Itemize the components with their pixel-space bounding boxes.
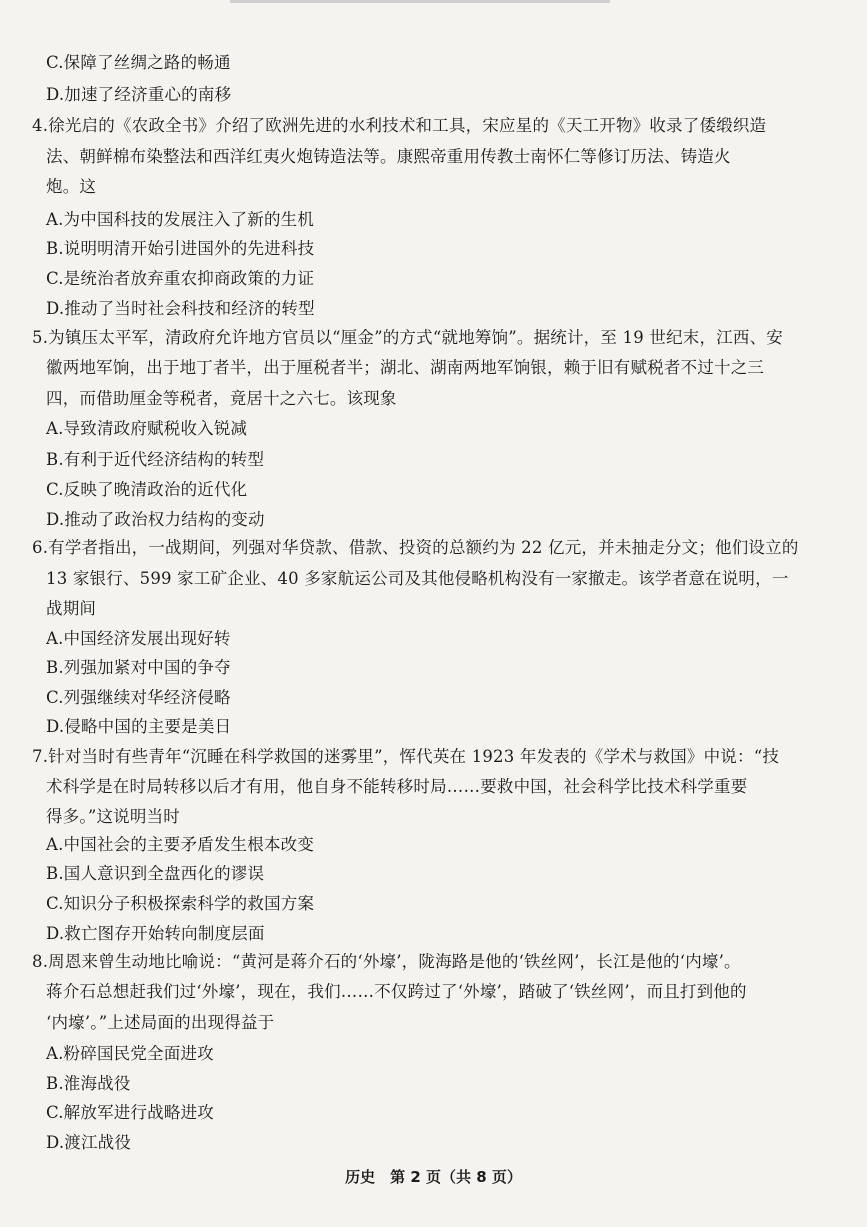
q5-option-b: B.有利于近代经济结构的转型 xyxy=(46,450,265,469)
q5-option-c: C.反映了晚清政治的近代化 xyxy=(46,480,248,499)
page-footer: 历史 第 2 页（共 8 页） xyxy=(345,1168,522,1186)
q4-option-a: A.为中国科技的发展注入了新的生机 xyxy=(46,210,315,229)
q6-stem-line-1: 6.有学者指出，一战期间，列强对华贷款、借款、投资的总额约为 22 亿元，并未抽走分文；他们设立的 xyxy=(32,538,799,557)
q8-option-c: C.解放军进行战略进攻 xyxy=(46,1103,214,1122)
q7-option-b: B.国人意识到全盘西化的谬误 xyxy=(46,864,265,883)
q6-option-b: B.列强加紧对中国的争夺 xyxy=(46,658,231,677)
q6-stem-line-3: 战期间 xyxy=(46,599,97,618)
q7-option-a: A.中国社会的主要矛盾发生根本改变 xyxy=(46,835,315,854)
q4-stem-line-1: 4.徐光启的《农政全书》介绍了欧洲先进的水利技术和工具，宋应星的《天工开物》收录了倭缎织造 xyxy=(32,116,767,135)
q4-stem-line-3: 炮。这 xyxy=(46,177,97,196)
q4-option-c: C.是统治者放弃重农抑商政策的力证 xyxy=(46,269,315,288)
q5-stem-line-2: 徽两地军饷，出于地丁者半，出于厘税者半；湖北、湖南两地军饷银，赖于旧有赋税者不过十之三 xyxy=(46,358,765,377)
q8-option-b: B.淮海战役 xyxy=(46,1074,131,1093)
q7-stem-line-3: 得多。”这说明当时 xyxy=(46,807,180,826)
q4-stem-line-2: 法、朝鲜棉布染整法和西洋红夷火炮铸造法等。康熙帝重用传教士南怀仁等修订历法、铸造火 xyxy=(46,147,731,166)
q8-stem-line-2: 蒋介石总想赶我们过‘外壕’，现在，我们……不仅跨过了‘外壕’，踏破了‘铁丝网’，而且打到他的 xyxy=(46,982,747,1001)
scan-edge xyxy=(230,0,610,3)
q5-option-a: A.导致清政府赋税收入锐减 xyxy=(46,419,248,438)
q5-stem-line-3: 四，而借助厘金等税者，竟居十之六七。该现象 xyxy=(46,389,397,408)
q8-option-a: A.粉碎国民党全面进攻 xyxy=(46,1044,214,1063)
q5-stem-line-1: 5.为镇压太平军，清政府允许地方官员以“厘金”的方式“就地筹饷”。据统计，至 19 世纪末，江西、安 xyxy=(32,328,783,347)
q6-stem-line-2: 13 家银行、599 家工矿企业、40 多家航运公司及其他侵略机构没有一家撤走。该学者意在说明，一 xyxy=(46,569,789,588)
q3-option-c: C.保障了丝绸之路的畅通 xyxy=(46,53,231,72)
q4-option-b: B.说明明清开始引进国外的先进科技 xyxy=(46,239,315,258)
q8-option-d: D.渡江战役 xyxy=(46,1133,132,1152)
q7-option-c: C.知识分子积极探索科学的救国方案 xyxy=(46,894,315,913)
q7-stem-line-1: 7.针对当时有些青年“沉睡在科学救国的迷雾里”，恽代英在 1923 年发表的《学术与救国》中说：“技 xyxy=(32,747,780,766)
q8-stem-line-1: 8.周恩来曾生动地比喻说：“黄河是蒋介石的‘外壕’，陇海路是他的‘铁丝网’，长江是他的‘内壕’。 xyxy=(32,952,741,971)
q6-option-d: D.侵略中国的主要是美日 xyxy=(46,717,232,736)
q6-option-c: C.列强继续对华经济侵略 xyxy=(46,688,231,707)
q8-stem-line-3: ‘内壕’。”上述局面的出现得益于 xyxy=(46,1013,275,1032)
q3-option-d: D.加速了经济重心的南移 xyxy=(46,85,232,104)
q6-option-a: A.中国经济发展出现好转 xyxy=(46,629,231,648)
q7-option-d: D.救亡图存开始转向制度层面 xyxy=(46,924,265,943)
q5-option-d: D.推动了政治权力结构的变动 xyxy=(46,510,265,529)
q4-option-d: D.推动了当时社会科技和经济的转型 xyxy=(46,299,315,318)
q7-stem-line-2: 术科学是在时局转移以后才有用，他自身不能转移时局……要救中国，社会科学比技术科学重要 xyxy=(46,777,748,796)
